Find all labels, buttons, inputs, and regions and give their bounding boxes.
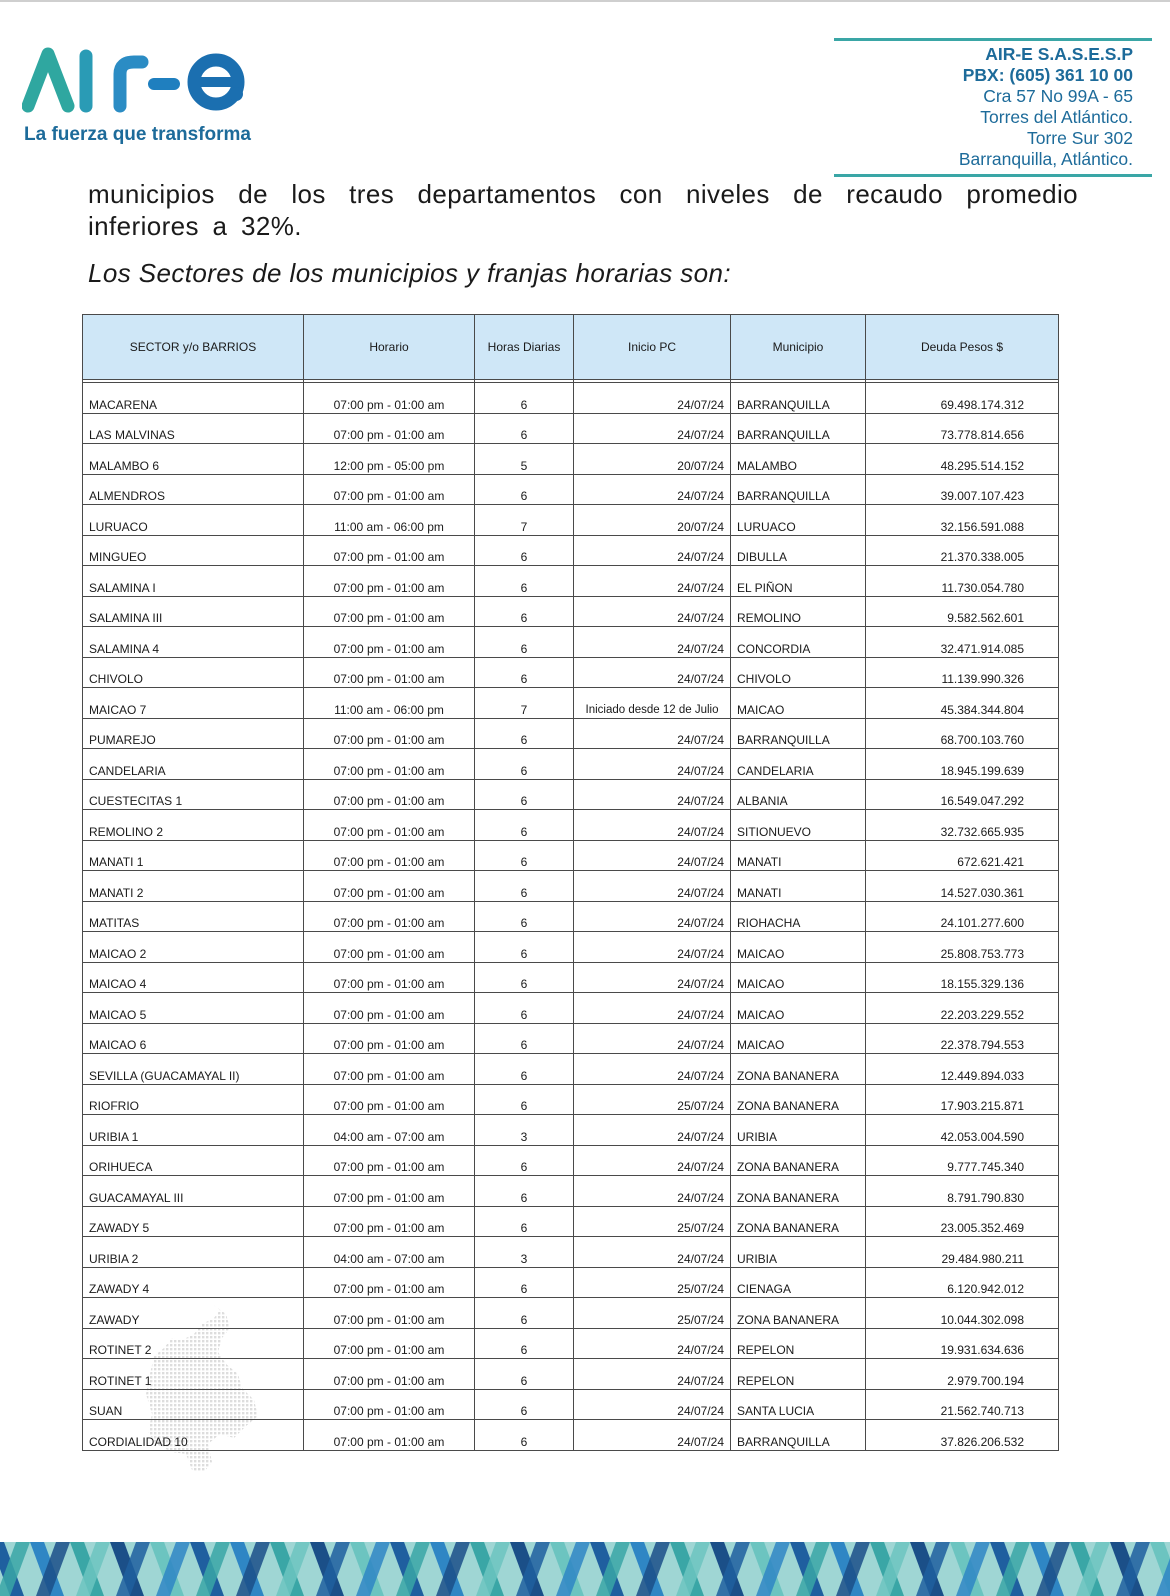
cell-horario: 07:00 pm - 01:00 am [304,901,475,932]
cell-inicio: 24/07/24 [574,413,731,444]
cell-sector: ZAWADY 4 [83,1267,304,1298]
cell-horario: 07:00 pm - 01:00 am [304,1206,475,1237]
col-header-inicio-pc: Inicio PC [574,315,731,380]
cell-deuda: 10.044.302.098 [866,1298,1059,1329]
cell-horas: 6 [475,1054,574,1085]
cell-sector: URIBIA 2 [83,1237,304,1268]
cell-municipio: CONCORDIA [731,627,866,658]
cell-horario: 11:00 am - 06:00 pm [304,505,475,536]
cell-inicio: 24/07/24 [574,1389,731,1420]
cell-municipio: CHIVOLO [731,657,866,688]
cell-deuda: 68.700.103.760 [866,718,1059,749]
cell-deuda: 672.621.421 [866,840,1059,871]
cell-inicio: 24/07/24 [574,1115,731,1146]
air-e-logo [22,44,282,154]
cell-horas: 6 [475,901,574,932]
cell-horario: 07:00 pm - 01:00 am [304,1054,475,1085]
cell-horas: 6 [475,1298,574,1329]
header-rule-bottom [834,174,1152,177]
cell-municipio: MALAMBO [731,444,866,475]
cell-municipio: REPELON [731,1328,866,1359]
cell-inicio: 25/07/24 [574,1298,731,1329]
cell-horas: 6 [475,840,574,871]
cell-horario: 07:00 pm - 01:00 am [304,1420,475,1451]
table-row [83,1420,1059,1451]
cell-inicio: 24/07/24 [574,627,731,658]
cell-municipio: MAICAO [731,993,866,1024]
cell-horario: 07:00 pm - 01:00 am [304,1328,475,1359]
table-row [83,566,1059,597]
cell-horas: 6 [475,1359,574,1390]
cell-deuda: 32.732.665.935 [866,810,1059,841]
cell-horario: 07:00 pm - 01:00 am [304,1298,475,1329]
cell-horario: 07:00 pm - 01:00 am [304,718,475,749]
cell-sector: SEVILLA (GUACAMAYAL II) [83,1054,304,1085]
cell-deuda: 39.007.107.423 [866,474,1059,505]
cell-horario: 07:00 pm - 01:00 am [304,657,475,688]
cell-inicio: 24/07/24 [574,1359,731,1390]
cell-horas: 6 [475,1389,574,1420]
cell-sector: ORIHUECA [83,1145,304,1176]
cell-horario: 07:00 pm - 01:00 am [304,474,475,505]
table-row [83,1359,1059,1390]
cell-municipio: CANDELARIA [731,749,866,780]
cell-sector: SALAMINA 4 [83,627,304,658]
cell-sector: MAICAO 5 [83,993,304,1024]
cell-deuda: 29.484.980.211 [866,1237,1059,1268]
cell-deuda: 16.549.047.292 [866,779,1059,810]
company-address-line2: Torres del Atlántico. [980,107,1133,127]
cell-horas: 6 [475,718,574,749]
cell-inicio: 24/07/24 [574,383,731,414]
cell-deuda: 22.378.794.553 [866,1023,1059,1054]
cell-deuda: 18.155.329.136 [866,962,1059,993]
air-e-logo-mark [22,44,262,114]
col-header-sector: SECTOR y/o BARRIOS [83,315,304,380]
sectors-table [82,314,1059,1451]
cell-sector: LAS MALVINAS [83,413,304,444]
cell-municipio: REPELON [731,1359,866,1390]
cell-horas: 6 [475,1267,574,1298]
table-row [83,901,1059,932]
cell-sector: CHIVOLO [83,657,304,688]
cell-sector: URIBIA 1 [83,1115,304,1146]
table-row [83,1328,1059,1359]
cell-horas: 6 [475,1420,574,1451]
cell-inicio: Iniciado desde 12 de Julio [574,688,731,719]
cell-inicio: 24/07/24 [574,1145,731,1176]
cell-inicio: 25/07/24 [574,1206,731,1237]
cell-inicio: 24/07/24 [574,840,731,871]
cell-sector: MACARENA [83,383,304,414]
cell-horas: 6 [475,779,574,810]
cell-inicio: 24/07/24 [574,566,731,597]
cell-inicio: 24/07/24 [574,932,731,963]
cell-deuda: 73.778.814.656 [866,413,1059,444]
cell-inicio: 24/07/24 [574,749,731,780]
cell-inicio: 24/07/24 [574,871,731,902]
cell-deuda: 8.791.790.830 [866,1176,1059,1207]
table-row [83,1267,1059,1298]
cell-horas: 6 [475,871,574,902]
cell-municipio: SANTA LUCIA [731,1389,866,1420]
cell-deuda: 32.156.591.088 [866,505,1059,536]
cell-horas: 6 [475,932,574,963]
cell-deuda: 9.582.562.601 [866,596,1059,627]
cell-inicio: 24/07/24 [574,1023,731,1054]
table-header-row [83,315,1059,380]
cell-horario: 07:00 pm - 01:00 am [304,1145,475,1176]
cell-deuda: 23.005.352.469 [866,1206,1059,1237]
table-row [83,627,1059,658]
top-border [0,0,1170,2]
table-row [83,1115,1059,1146]
cell-horario: 07:00 pm - 01:00 am [304,962,475,993]
cell-horario: 07:00 pm - 01:00 am [304,413,475,444]
cell-inicio: 20/07/24 [574,444,731,475]
cell-municipio: SITIONUEVO [731,810,866,841]
cell-municipio: BARRANQUILLA [731,413,866,444]
cell-municipio: EL PIÑON [731,566,866,597]
table-row [83,1084,1059,1115]
cell-horas: 6 [475,1328,574,1359]
table-row [83,596,1059,627]
cell-horario: 07:00 pm - 01:00 am [304,596,475,627]
cell-inicio: 24/07/24 [574,596,731,627]
cell-horas: 7 [475,688,574,719]
cell-horas: 3 [475,1237,574,1268]
table-row [83,535,1059,566]
cell-deuda: 22.203.229.552 [866,993,1059,1024]
cell-horas: 6 [475,749,574,780]
cell-sector: LURUACO [83,505,304,536]
cell-municipio: BARRANQUILLA [731,718,866,749]
cell-deuda: 42.053.004.590 [866,1115,1059,1146]
cell-inicio: 20/07/24 [574,505,731,536]
cell-horas: 6 [475,962,574,993]
cell-municipio: RIOHACHA [731,901,866,932]
cell-horas: 6 [475,657,574,688]
cell-deuda: 12.449.894.033 [866,1054,1059,1085]
cell-municipio: ZONA BANANERA [731,1176,866,1207]
col-header-deuda: Deuda Pesos $ [866,315,1059,380]
cell-deuda: 11.730.054.780 [866,566,1059,597]
table-row [83,1206,1059,1237]
cell-sector: MATITAS [83,901,304,932]
cell-horario: 07:00 pm - 01:00 am [304,1023,475,1054]
cell-deuda: 48.295.514.152 [866,444,1059,475]
cell-municipio: ZONA BANANERA [731,1084,866,1115]
table-row [83,1054,1059,1085]
cell-deuda: 19.931.634.636 [866,1328,1059,1359]
company-pbx: PBX: (605) 361 10 00 [962,65,1133,85]
cell-sector: CANDELARIA [83,749,304,780]
cell-sector: MANATI 2 [83,871,304,902]
cell-horas: 6 [475,810,574,841]
cell-municipio: LURUACO [731,505,866,536]
table-row [83,1298,1059,1329]
cell-municipio: CIENAGA [731,1267,866,1298]
cell-horario: 07:00 pm - 01:00 am [304,1267,475,1298]
cell-horas: 6 [475,993,574,1024]
cell-sector: SALAMINA III [83,596,304,627]
cell-municipio: ALBANIA [731,779,866,810]
table-row [83,1176,1059,1207]
cell-horario: 07:00 pm - 01:00 am [304,932,475,963]
table-row [83,993,1059,1024]
company-address-line4: Barranquilla, Atlántico. [958,149,1133,169]
cell-municipio: URIBIA [731,1115,866,1146]
cell-horario: 11:00 am - 06:00 pm [304,688,475,719]
logo-tagline: La fuerza que transforma [24,124,251,145]
cell-horario: 07:00 pm - 01:00 am [304,993,475,1024]
cell-deuda: 45.384.344.804 [866,688,1059,719]
cell-inicio: 24/07/24 [574,1420,731,1451]
cell-horas: 3 [475,1115,574,1146]
cell-horario: 07:00 pm - 01:00 am [304,1084,475,1115]
cell-horas: 6 [475,1145,574,1176]
cell-horas: 5 [475,444,574,475]
cell-horario: 04:00 am - 07:00 am [304,1115,475,1146]
cell-municipio: BARRANQUILLA [731,474,866,505]
cell-sector: MINGUEO [83,535,304,566]
cell-deuda: 25.808.753.773 [866,932,1059,963]
cell-horario: 07:00 pm - 01:00 am [304,627,475,658]
cell-horario: 07:00 pm - 01:00 am [304,1389,475,1420]
cell-sector: RIOFRIO [83,1084,304,1115]
table-row [83,505,1059,536]
cell-inicio: 24/07/24 [574,993,731,1024]
cell-horario: 07:00 pm - 01:00 am [304,749,475,780]
cell-inicio: 25/07/24 [574,1084,731,1115]
cell-deuda: 6.120.942.012 [866,1267,1059,1298]
cell-deuda: 37.826.206.532 [866,1420,1059,1451]
cell-sector: MAICAO 4 [83,962,304,993]
cell-inicio: 24/07/24 [574,657,731,688]
cell-sector: MANATI 1 [83,840,304,871]
cell-sector: ROTINET 1 [83,1359,304,1390]
table-row [83,688,1059,719]
cell-horas: 6 [475,535,574,566]
cell-horario: 07:00 pm - 01:00 am [304,840,475,871]
cell-municipio: BARRANQUILLA [731,1420,866,1451]
table-row [83,413,1059,444]
table-row [83,749,1059,780]
cell-sector: MAICAO 7 [83,688,304,719]
col-header-horas-diarias: Horas Diarias [475,315,574,380]
cell-horas: 6 [475,1023,574,1054]
cell-horario: 12:00 pm - 05:00 pm [304,444,475,475]
cell-deuda: 11.139.990.326 [866,657,1059,688]
table-row [83,657,1059,688]
cell-horario: 04:00 am - 07:00 am [304,1237,475,1268]
cell-municipio: MAICAO [731,688,866,719]
table-intro: Los Sectores de los municipios y franjas horarias son: [88,258,732,288]
cell-horario: 07:00 pm - 01:00 am [304,535,475,566]
cell-inicio: 24/07/24 [574,535,731,566]
company-address-line3: Torre Sur 302 [1026,128,1133,148]
cell-sector: ZAWADY [83,1298,304,1329]
cell-deuda: 24.101.277.600 [866,901,1059,932]
cell-horas: 6 [475,566,574,597]
cell-deuda: 32.471.914.085 [866,627,1059,658]
company-address-line1: Cra 57 No 99A - 65 [983,86,1133,106]
cell-deuda: 69.498.174.312 [866,383,1059,414]
cell-sector: SUAN [83,1389,304,1420]
footer-pattern [0,1542,1170,1596]
cell-sector: REMOLINO 2 [83,810,304,841]
cell-horas: 6 [475,1206,574,1237]
cell-inicio: 24/07/24 [574,779,731,810]
cell-sector: ROTINET 2 [83,1328,304,1359]
cell-horas: 6 [475,1084,574,1115]
cell-deuda: 21.370.338.005 [866,535,1059,566]
cell-horas: 6 [475,627,574,658]
table-row [83,810,1059,841]
cell-horario: 07:00 pm - 01:00 am [304,1176,475,1207]
cell-sector: PUMAREJO [83,718,304,749]
cell-inicio: 24/07/24 [574,901,731,932]
cell-municipio: ZONA BANANERA [731,1145,866,1176]
cell-sector: MALAMBO 6 [83,444,304,475]
body-paragraph: municipios de los tres departamentos con niveles de recaudo promedio inferiores a 32%. [88,179,1078,241]
col-header-municipio: Municipio [731,315,866,380]
table-row [83,932,1059,963]
cell-sector: CUESTECITAS 1 [83,779,304,810]
cell-sector: CORDIALIDAD 10 [83,1420,304,1451]
table-row [83,718,1059,749]
cell-inicio: 24/07/24 [574,718,731,749]
cell-horario: 07:00 pm - 01:00 am [304,1359,475,1390]
cell-horas: 6 [475,413,574,444]
cell-municipio: MAICAO [731,962,866,993]
cell-deuda: 9.777.745.340 [866,1145,1059,1176]
cell-municipio: ZONA BANANERA [731,1206,866,1237]
cell-inicio: 24/07/24 [574,1237,731,1268]
cell-municipio: MAICAO [731,1023,866,1054]
cell-horario: 07:00 pm - 01:00 am [304,383,475,414]
cell-municipio: MANATI [731,871,866,902]
table-row [83,383,1059,414]
company-name: AIR-E S.A.S.E.S.P [985,44,1133,64]
company-info [959,44,1133,170]
cell-deuda: 17.903.215.871 [866,1084,1059,1115]
cell-horas: 6 [475,596,574,627]
cell-deuda: 21.562.740.713 [866,1389,1059,1420]
cell-sector: GUACAMAYAL III [83,1176,304,1207]
cell-sector: ALMENDROS [83,474,304,505]
cell-municipio: MAICAO [731,932,866,963]
cell-inicio: 24/07/24 [574,1176,731,1207]
cell-municipio: MANATI [731,840,866,871]
cell-horas: 6 [475,383,574,414]
cell-horas: 7 [475,505,574,536]
cell-municipio: ZONA BANANERA [731,1298,866,1329]
cell-municipio: URIBIA [731,1237,866,1268]
table-row [83,1237,1059,1268]
cell-inicio: 24/07/24 [574,1328,731,1359]
cell-horario: 07:00 pm - 01:00 am [304,566,475,597]
cell-horario: 07:00 pm - 01:00 am [304,810,475,841]
table-row [83,962,1059,993]
cell-municipio: DIBULLA [731,535,866,566]
col-header-horario: Horario [304,315,475,380]
cell-municipio: BARRANQUILLA [731,383,866,414]
cell-sector: MAICAO 2 [83,932,304,963]
cell-inicio: 24/07/24 [574,810,731,841]
table-row [83,1023,1059,1054]
table-row [83,840,1059,871]
cell-horas: 6 [475,1176,574,1207]
table-row [83,1389,1059,1420]
cell-horario: 07:00 pm - 01:00 am [304,779,475,810]
cell-horario: 07:00 pm - 01:00 am [304,871,475,902]
table-row [83,779,1059,810]
table-row [83,1145,1059,1176]
table-body [83,380,1059,1451]
table-row [83,871,1059,902]
table-row [83,444,1059,475]
header-rule-top [834,38,1152,41]
cell-sector: ZAWADY 5 [83,1206,304,1237]
cell-sector: MAICAO 6 [83,1023,304,1054]
cell-inicio: 25/07/24 [574,1267,731,1298]
cell-municipio: ZONA BANANERA [731,1054,866,1085]
cell-deuda: 14.527.030.361 [866,871,1059,902]
cell-deuda: 2.979.700.194 [866,1359,1059,1390]
cell-deuda: 18.945.199.639 [866,749,1059,780]
cell-inicio: 24/07/24 [574,1054,731,1085]
cell-horas: 6 [475,474,574,505]
cell-inicio: 24/07/24 [574,962,731,993]
cell-municipio: REMOLINO [731,596,866,627]
cell-sector: SALAMINA I [83,566,304,597]
table-row [83,474,1059,505]
cell-inicio: 24/07/24 [574,474,731,505]
